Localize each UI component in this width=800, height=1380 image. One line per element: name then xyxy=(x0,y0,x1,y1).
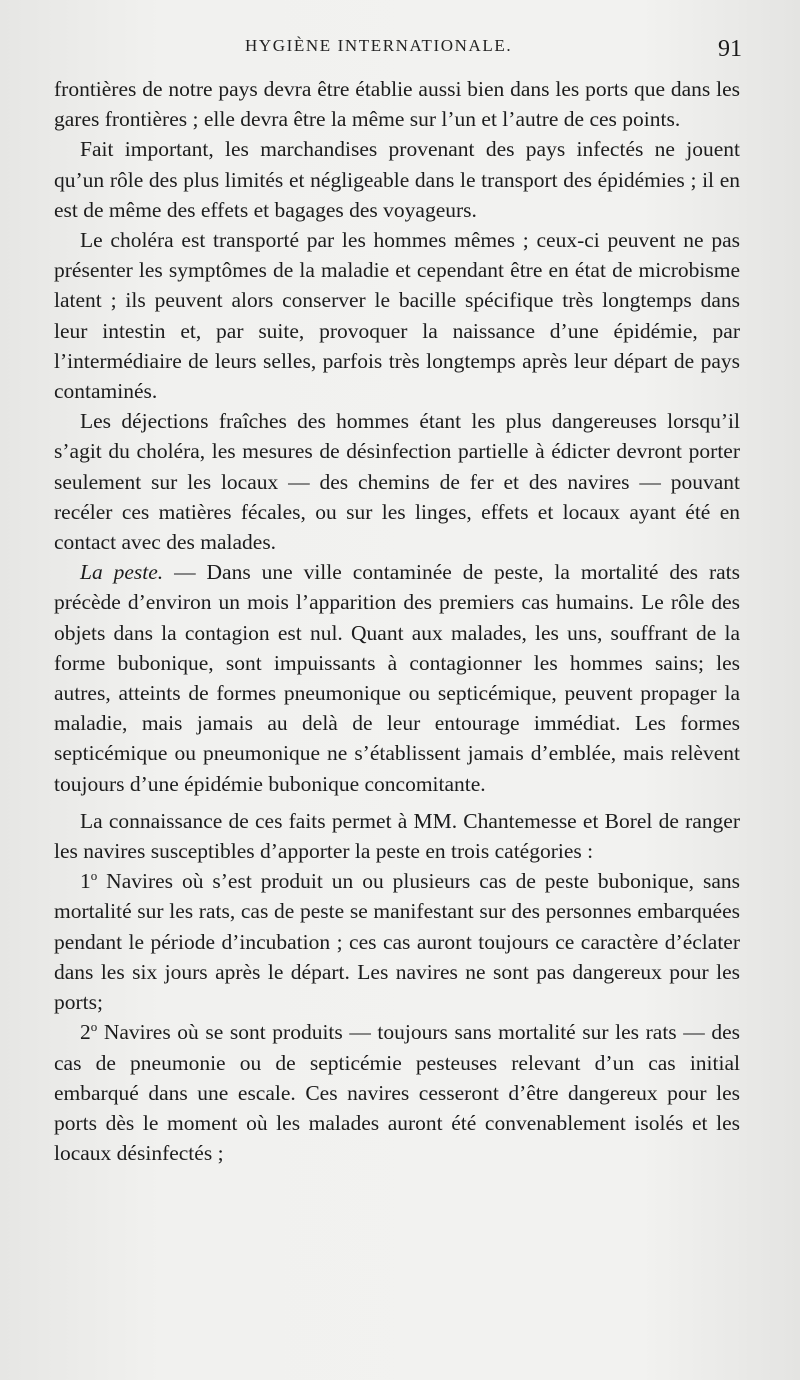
body-text xyxy=(54,74,740,1168)
paragraph-cholera: Le choléra est transporté par les hommes mêmes ; ceux-ci peuvent ne pas présenter les symptômes de la maladie et cependant être en état de microbisme latent ; ils peuvent alors conserver le bacille spécifique très longtemps dans leur intestin et, par suite, provoquer la naissance d’une épidémie, par l’intermédiaire de leurs selles, parfois très longtemps après leur départ de pays contaminés. xyxy=(54,228,740,404)
item-number: 2 xyxy=(80,1020,91,1045)
item-text: Navires où se sont produits — toujours sans mortalité sur les rats — des cas de pneumonie ou de septicémie pesteuses relevant d’un cas initial embarqué dans une escale. Ces navires cesseront d’être dangereux pour les ports dès le moment où les malades auront été convenablement isolés et les locaux désinfectés ; xyxy=(54,1020,740,1166)
paragraph-dejections: Les déjections fraîches des hommes étant les plus dangereuses lorsqu’il s’agit du choléra, les mesures de désinfection partielle à édicter devront porter seulement sur les locaux — des chemins de fer et des navires — pouvant recéler ces matières fécales, ou sur les linges, effets et locaux ayant été en contact avec des malades. xyxy=(54,409,740,555)
item-text: Navires où s’est produit un ou plusieurs cas de peste bubonique, sans mortalité sur les rats, cas de peste se manifestant sur des personnes embarquées pendant le période d’incubation ; ces cas auront toujours ce caractère d’éclater dans les six jours après le départ. Les navires ne sont pas dangereux pour les ports; xyxy=(54,869,740,1015)
list-item-category-1 xyxy=(54,866,740,1017)
paragraph-continuation: frontières de notre pays devra être établie aussi bien dans les ports que dans les gares frontières ; elle devra être la même sur l’un et l’autre de ces points. xyxy=(54,77,740,132)
running-header xyxy=(0,34,800,64)
running-title: HYGIÈNE INTERNATIONALE. xyxy=(245,36,513,55)
paragraph-plague xyxy=(54,557,740,799)
item-ordinal-mark: o xyxy=(90,1019,98,1035)
item-ordinal-mark: o xyxy=(90,868,98,884)
page-number: 91 xyxy=(718,36,742,62)
paragraph-merchandise: Fait important, les marchandises provenant des pays infectés ne jouent qu’un rôle des plus limités et négligeable dans le transport des épidémies ; il en est de même des effets et bagages des voyageurs. xyxy=(54,137,740,222)
item-number: 1 xyxy=(80,869,91,894)
list-item-category-2 xyxy=(54,1017,740,1168)
section-lead-plague: La peste. xyxy=(80,560,164,585)
paragraph-categories: La connaissance de ces faits permet à MM. Chantemesse et Borel de ranger les navires susceptibles d’apporter la peste en trois catégories : xyxy=(54,808,740,864)
paragraph-plague-text: — Dans une ville contaminée de peste, la mortalité des rats précède d’environ un mois l’apparition des premiers cas humains. Le rôle des objets dans la contagion est nul. Quant aux malades, les uns, souffrant de la forme bubonique, sont impuissants à contagionner les hommes sains; les autres, atteints de formes pneumonique ou septicémique, peuvent propager la maladie, mais jamais au delà de leur entourage immédiat. Les formes septicémique ou pneumonique ne s’établissent jamais d’emblée, mais relèvent toujours d’une épidémie bubonique concomitante. xyxy=(54,560,740,796)
